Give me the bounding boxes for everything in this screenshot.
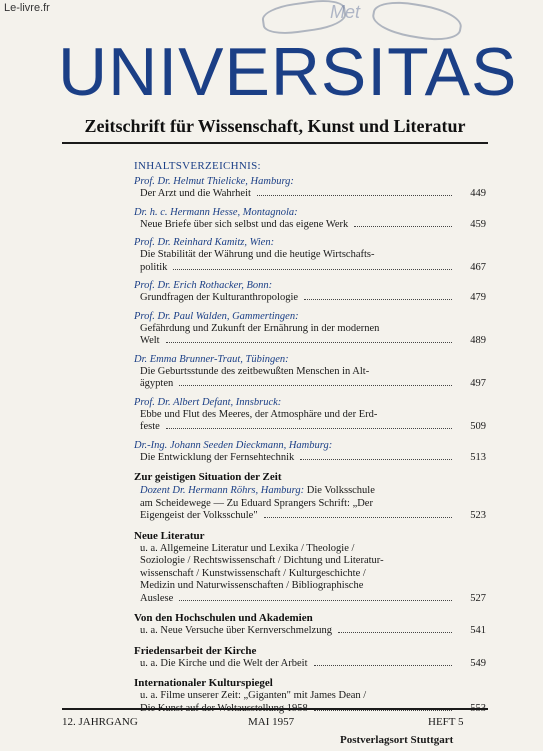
toc-title: u. a. Filme unserer Zeit: „Giganten" mit James Dean / bbox=[140, 690, 367, 701]
page-number: 459 bbox=[470, 218, 486, 230]
author-name: Prof. Dr. Helmut Thielicke, Hamburg: bbox=[134, 176, 294, 187]
toc-section bbox=[134, 470, 486, 523]
dot-leader bbox=[338, 632, 452, 633]
toc-line bbox=[134, 658, 486, 671]
toc-line bbox=[134, 421, 486, 434]
author-name: Dr. h. c. Hermann Hesse, Montagnola: bbox=[134, 206, 298, 218]
dot-leader bbox=[166, 428, 452, 429]
section-heading: Von den Hochschulen und Akademien bbox=[134, 612, 313, 624]
dot-leader bbox=[300, 459, 452, 460]
toc-line bbox=[134, 452, 486, 465]
author-name: Prof. Dr. Albert Defant, Innsbruck: bbox=[134, 396, 282, 408]
toc-title: u. a. Allgemeine Literatur und Lexika / Theologie / bbox=[140, 542, 355, 554]
dot-leader bbox=[354, 226, 452, 227]
toc-entries bbox=[134, 175, 486, 464]
toc-entry bbox=[134, 279, 486, 305]
page-number: 497 bbox=[470, 378, 486, 389]
volume-label: 12. JAHRGANG bbox=[62, 716, 138, 728]
page-number: 509 bbox=[470, 421, 486, 432]
divider bbox=[62, 142, 488, 144]
dot-leader bbox=[257, 195, 452, 196]
toc-line bbox=[134, 335, 486, 348]
toc-entry bbox=[134, 310, 486, 348]
table-of-contents bbox=[134, 160, 486, 715]
dot-leader bbox=[166, 342, 452, 343]
toc-title: Auslese bbox=[140, 592, 174, 604]
page-number: 449 bbox=[470, 188, 486, 199]
page-number: 523 bbox=[470, 510, 486, 521]
toc-entry bbox=[134, 175, 486, 201]
toc-title: am Scheidewege — Zu Eduard Sprangers Schrift: „Der bbox=[140, 497, 373, 509]
toc-title: feste bbox=[140, 421, 160, 432]
dot-leader bbox=[314, 665, 453, 666]
toc-title: Gefährdung und Zukunft der Ernährung in der modernen bbox=[140, 322, 380, 334]
toc-line bbox=[134, 378, 486, 391]
toc-title: ägypten bbox=[140, 378, 174, 389]
toc-title: Grundfragen der Kulturanthropologie bbox=[140, 292, 299, 303]
page-number: 541 bbox=[470, 625, 486, 636]
toc-line bbox=[134, 262, 486, 275]
toc-title: Die Geburtsstunde des zeitbewußten Menschen in Alt- bbox=[140, 365, 370, 377]
page-number: 513 bbox=[470, 451, 486, 463]
toc-line bbox=[134, 292, 486, 305]
page-number: 549 bbox=[470, 657, 486, 669]
toc-title: Die Stabilität der Währung und die heutige Wirtschafts- bbox=[140, 249, 375, 260]
dot-leader bbox=[179, 600, 452, 601]
masthead-subtitle: Zeitschrift für Wissenschaft, Kunst und Literatur bbox=[84, 116, 466, 136]
toc-sections bbox=[134, 470, 486, 715]
issue-date: MAI 1957 bbox=[248, 716, 295, 728]
toc-section bbox=[134, 644, 486, 671]
postverlag: Postverlagsort Stuttgart bbox=[340, 734, 454, 746]
toc-title: u. a. Die Kirche und die Welt der Arbeit bbox=[140, 657, 308, 669]
toc-title bbox=[134, 484, 486, 498]
toc-entry bbox=[134, 353, 486, 391]
toc-line bbox=[134, 510, 486, 523]
page-number: 479 bbox=[470, 292, 486, 303]
toc-entry bbox=[134, 236, 486, 274]
page-number: 527 bbox=[470, 592, 486, 604]
toc-title: Der Arzt und die Wahrheit bbox=[140, 188, 251, 199]
toc-line bbox=[134, 219, 486, 232]
toc-heading: INHALTSVERZEICHNIS: bbox=[134, 160, 261, 172]
toc-line bbox=[134, 593, 486, 606]
section-heading: Friedensarbeit der Kirche bbox=[134, 644, 257, 657]
author-name: Dozent Dr. Hermann Röhrs, Hamburg: bbox=[140, 485, 307, 496]
toc-title: wissenschaft / Kunstwissenschaft / Kulturgeschichte / bbox=[140, 567, 366, 579]
toc-entry bbox=[134, 439, 486, 465]
toc-title: Die Entwicklung der Fernsehtechnik bbox=[140, 451, 295, 463]
page-number: 467 bbox=[470, 261, 486, 273]
toc-title: Die Volksschule bbox=[306, 485, 375, 496]
issue-number: HEFT 5 bbox=[428, 716, 464, 728]
toc-title: Ebbe und Flut des Meeres, der Atmosphäre und der Erd- bbox=[140, 408, 378, 420]
stamp-handwriting: Met bbox=[330, 2, 361, 22]
toc-entry bbox=[134, 396, 486, 434]
author-name: Prof. Dr. Erich Rothacker, Bonn: bbox=[134, 280, 273, 291]
toc-section bbox=[134, 529, 486, 606]
header-note: Le-livre.fr bbox=[4, 2, 50, 14]
toc-section bbox=[134, 611, 486, 638]
dot-leader bbox=[179, 385, 452, 386]
masthead-title: UNIVERSITAS bbox=[58, 34, 518, 110]
divider bbox=[62, 708, 488, 710]
dot-leader bbox=[264, 517, 452, 518]
dot-leader bbox=[173, 269, 452, 270]
author-name: Prof. Dr. Paul Walden, Gammertingen: bbox=[134, 310, 299, 322]
page-number: 489 bbox=[470, 335, 486, 346]
section-heading: Neue Literatur bbox=[134, 529, 205, 542]
toc-title: Welt bbox=[140, 335, 160, 346]
toc-line bbox=[134, 625, 486, 638]
dot-leader bbox=[304, 299, 452, 300]
toc-line bbox=[134, 188, 486, 201]
toc-title: Eigengeist der Volksschule" bbox=[140, 510, 258, 521]
author-name: Dr. Emma Brunner-Traut, Tübingen: bbox=[134, 353, 289, 365]
toc-entry bbox=[134, 206, 486, 232]
toc-title: Neue Briefe über sich selbst und das eigene Werk bbox=[140, 218, 349, 230]
section-heading: Zur geistigen Situation der Zeit bbox=[134, 471, 282, 483]
author-name: Prof. Dr. Reinhard Kamitz, Wien: bbox=[134, 237, 275, 248]
author-name: Dr.-Ing. Johann Seeden Dieckmann, Hamburg: bbox=[134, 439, 333, 451]
toc-title: u. a. Neue Versuche über Kernverschmelzung bbox=[140, 625, 332, 636]
toc-title: politik bbox=[140, 261, 168, 273]
toc-title: Soziologie / Rechtswissenschaft / Dichtung und Literatur- bbox=[140, 555, 384, 566]
section-heading: Internationaler Kulturspiegel bbox=[134, 677, 273, 689]
toc-title: Medizin und Naturwissenschaften / Bibliographische bbox=[140, 580, 364, 591]
